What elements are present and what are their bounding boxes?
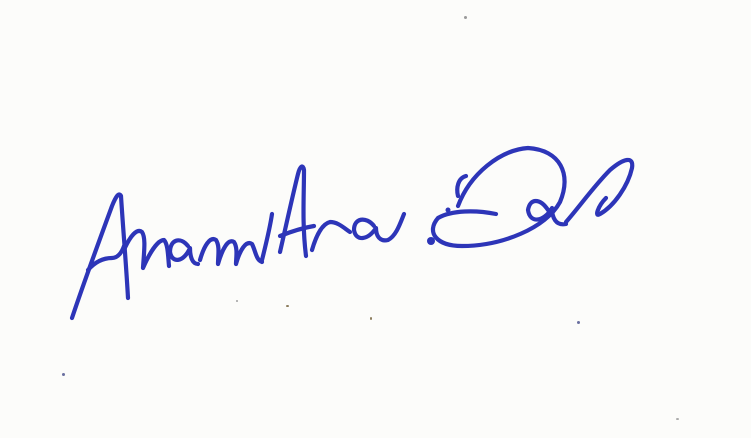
signature-stroke-d-bowl	[433, 148, 565, 246]
signature-stroke-a3	[354, 214, 404, 240]
signature-stroke-m	[200, 239, 262, 264]
ink-dot	[446, 208, 451, 213]
signature-stroke-s	[566, 160, 632, 222]
paper-speck	[676, 418, 679, 420]
signature-stroke-r	[312, 222, 350, 250]
paper-speck	[370, 317, 372, 320]
signature-stroke-a2	[170, 240, 198, 264]
paper-speck	[62, 373, 65, 376]
paper-speck	[236, 300, 238, 302]
paper-speck	[577, 321, 580, 324]
ink-dot	[427, 237, 435, 245]
paper-speck	[464, 16, 467, 19]
signature-stroke-t	[280, 167, 306, 256]
signature-stroke-n	[124, 231, 169, 268]
signature-stroke-i	[262, 214, 272, 260]
paper-speck	[286, 305, 289, 307]
